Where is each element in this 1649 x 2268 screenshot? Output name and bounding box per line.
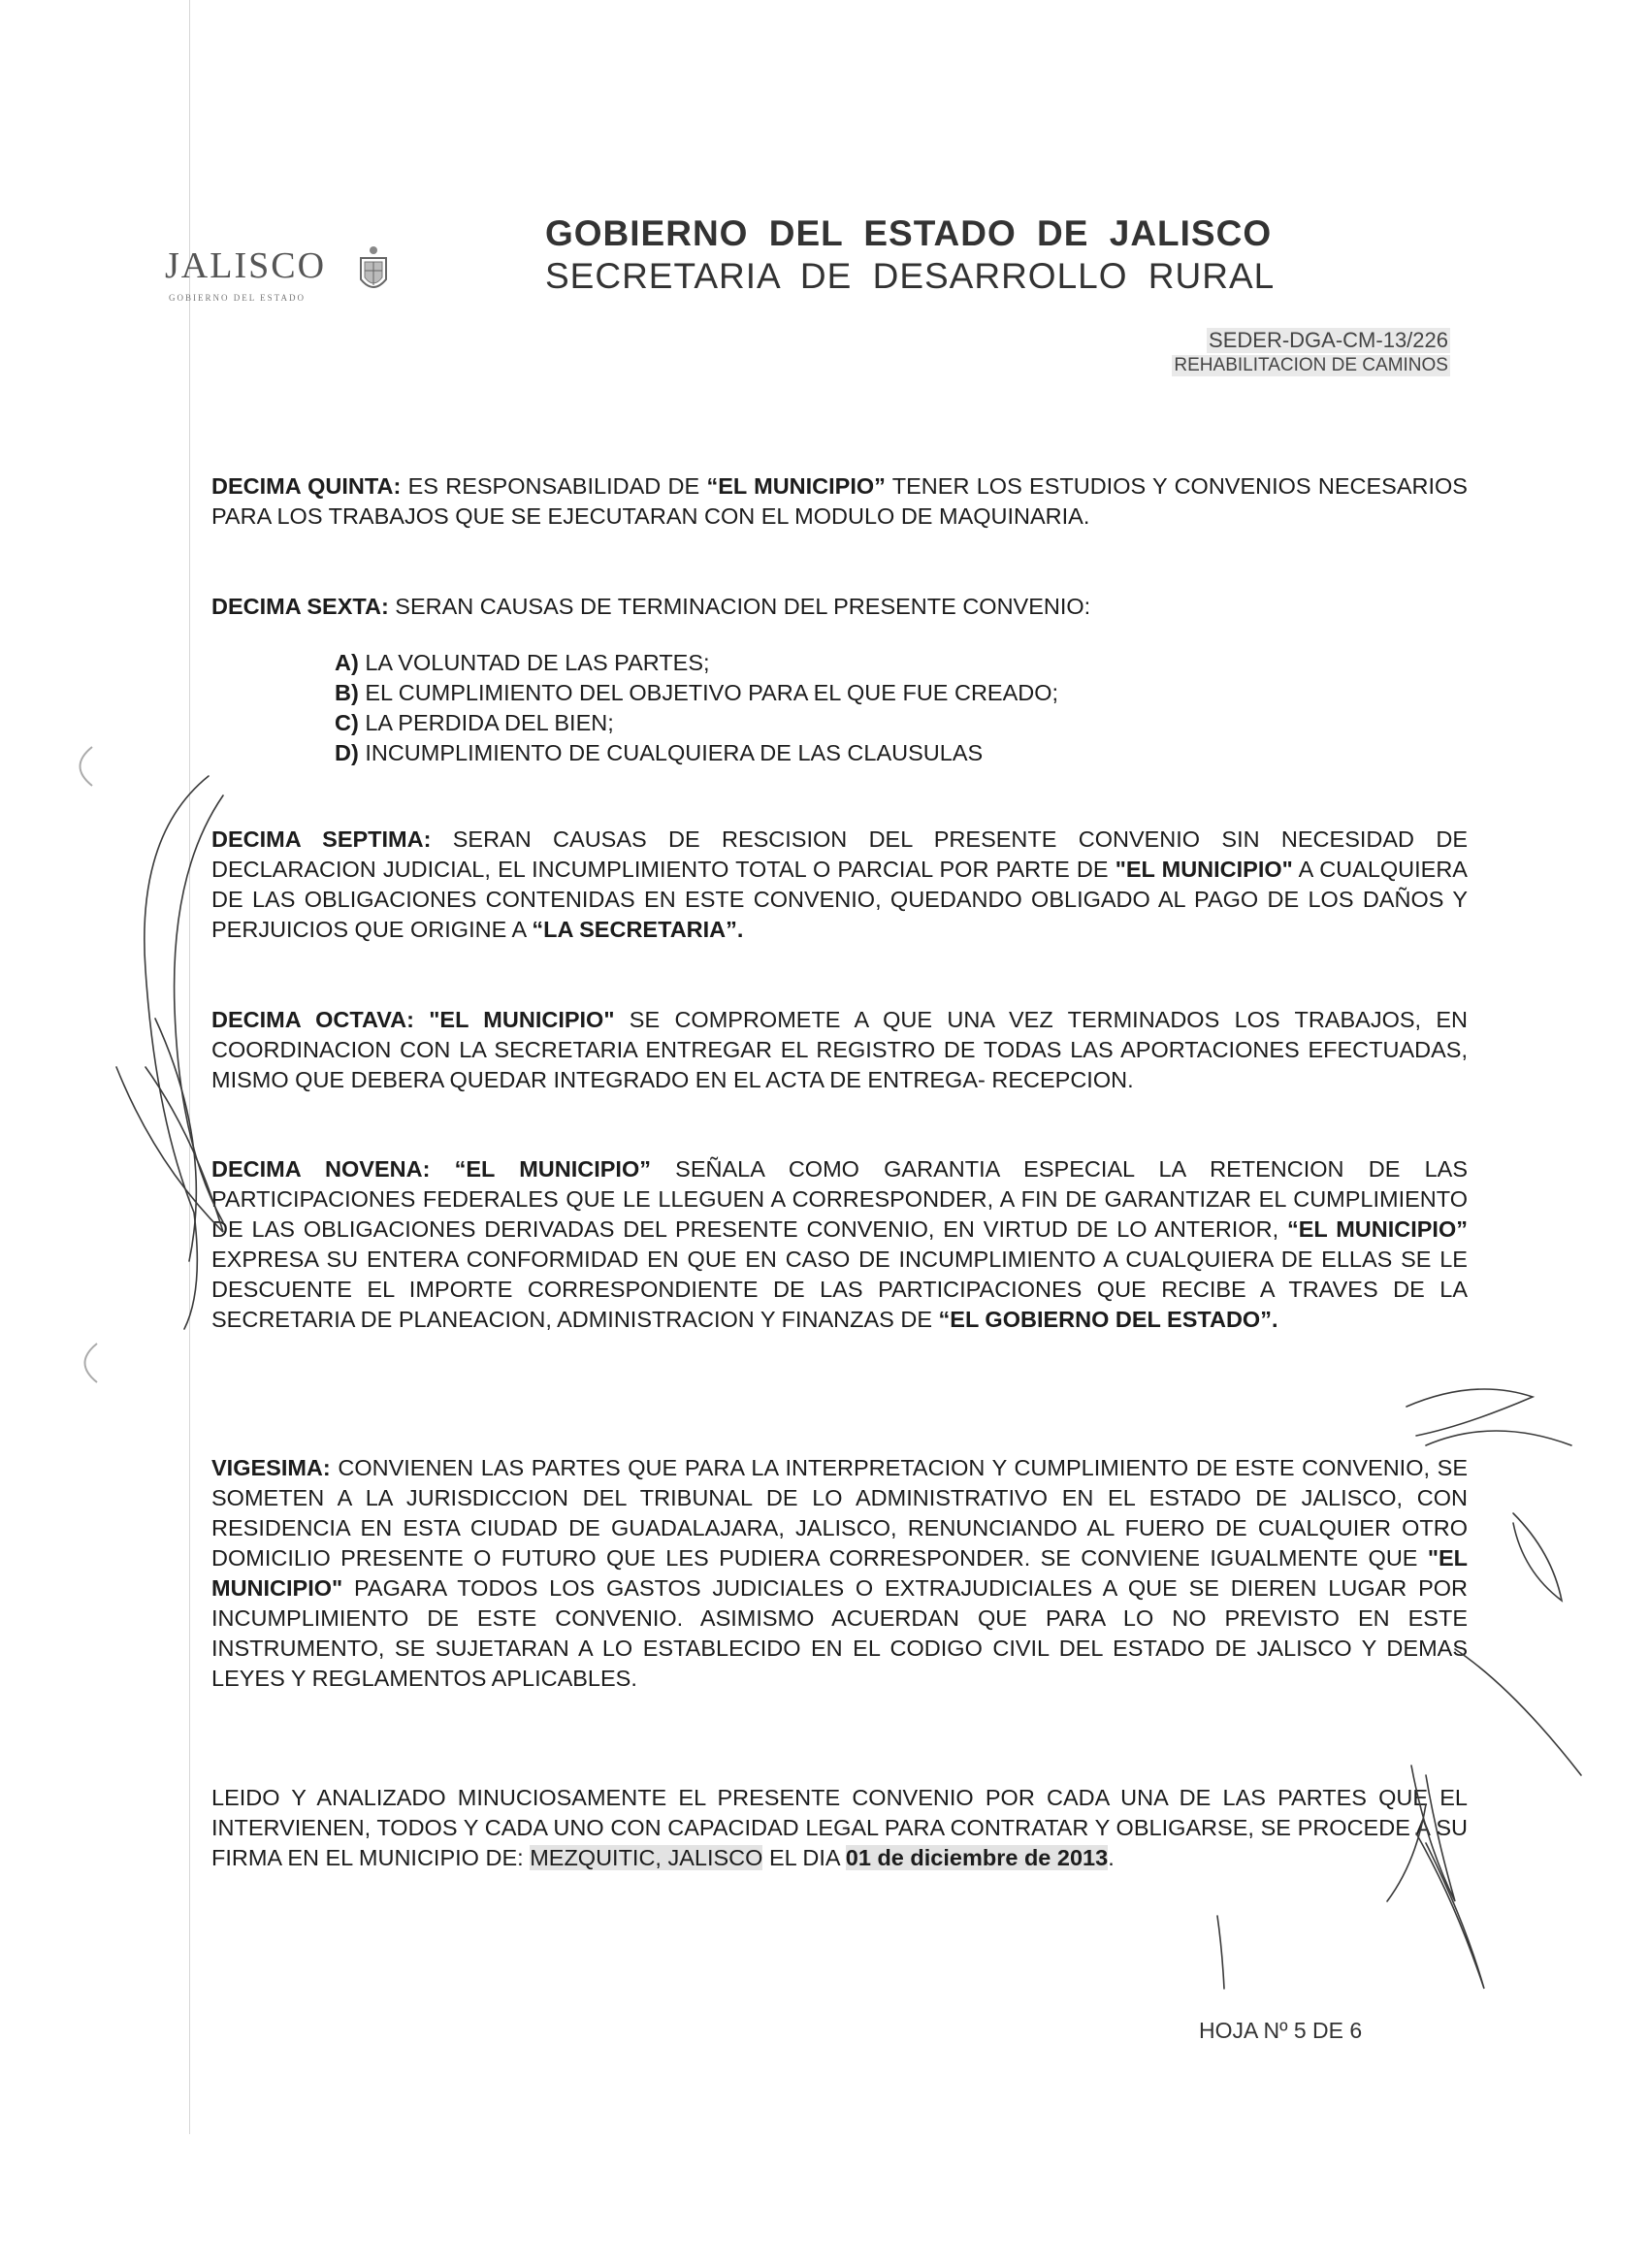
clause-party: “LA SECRETARIA”. xyxy=(532,917,744,942)
signing-date: 01 de diciembre de 2013 xyxy=(845,1845,1109,1870)
clause-text: SE COMPROMETE A QUE UNA VEZ TERMINADOS LOS TRABAJOS, EN COORDINACION CON LA SECRETARIA ENTREGAR EL REGISTRO DE TODAS LAS APORTACIONES EFECTUADAS, MISMO QUE DEBERA QUEDAR INTEGRADO EN EL ACTA DE ENTREGA- RECEPCION. xyxy=(211,1007,1468,1092)
clause-decima-sexta xyxy=(211,592,1468,622)
clause-text: SERAN CAUSAS DE RESCISION DEL PRESENTE CONVENIO SIN NECESIDAD DE DECLARACION JUDICIAL, EL INCUMPLIMIENTO TOTAL O PARCIAL POR PARTE DE xyxy=(211,826,1468,882)
document-title: GOBIERNO DEL ESTADO DE JALISCO xyxy=(545,213,1273,253)
clause-party: “EL GOBIERNO DEL ESTADO”. xyxy=(938,1307,1278,1332)
clause-vigesima xyxy=(211,1453,1468,1694)
list-item: A) LA VOLUNTAD DE LAS PARTES; xyxy=(335,650,710,675)
closing-end: . xyxy=(1108,1845,1115,1870)
clause-text: SEÑALA COMO GARANTIA ESPECIAL LA RETENCION DE LAS PARTICIPACIONES FEDERALES QUE LE LLEGUEN A CORRESPONDER, A FIN DE GARANTIZAR EL CUMPLIMIENTO DE LAS OBLIGACIONES DERIVADAS DEL PRESENTE CONVENIO, EN VIRTUD DE LO ANTERIOR, xyxy=(211,1156,1468,1242)
clause-decima-novena xyxy=(211,1154,1468,1335)
closing-text: LEIDO Y ANALIZADO MINUCIOSAMENTE EL PRESENTE CONVENIO POR CADA UNA DE LAS PARTES QUE EL INTERVIENEN, TODOS Y CADA UNO CON CAPACIDAD LEGAL PARA CONTRATAR Y OBLIGARSE, SE PROCEDE A SU FIRMA EN EL MUNICIPIO DE: xyxy=(211,1785,1468,1870)
logo-text: JALISCO xyxy=(165,245,327,286)
page-margin-line xyxy=(189,0,190,2134)
reference-subject: REHABILITACION DE CAMINOS xyxy=(1174,355,1448,375)
clause-text: CONVIENEN LAS PARTES QUE PARA LA INTERPRETACION Y CUMPLIMIENTO DE ESTE CONVENIO, SE SOMETEN A LA JURISDICCION DEL TRIBUNAL DE LO ADMINISTRATIVO EN EL ESTADO DE JALISCO, CON RESIDENCIA EN ESTA CIUDAD DE GUADALAJARA, JALISCO, RENUNCIANDO AL FUERO DE CUALQUIER OTRO DOMICILIO PRESENTE O FUTURO QUE LES PUDIERA CORRESPONDER. SE CONVIENE IGUALMENTE QUE xyxy=(211,1455,1468,1571)
document-subtitle: SECRETARIA DE DESARROLLO RURAL xyxy=(545,256,1276,296)
closing-paragraph xyxy=(211,1783,1468,1873)
clause-heading: VIGESIMA: xyxy=(211,1455,331,1480)
clause-text: A CUALQUIERA DE LAS OBLIGACIONES CONTENIDAS EN ESTE CONVENIO, QUEDANDO OBLIGADO AL PAGO DE LOS DAÑOS Y PERJUICIOS QUE ORIGINE A xyxy=(211,857,1468,942)
clause-party: "EL MUNICIPIO" xyxy=(211,1545,1468,1601)
clause-decima-octava xyxy=(211,1005,1468,1095)
clause-text: PAGARA TODOS LOS GASTOS JUDICIALES O EXTRAJUDICIALES A QUE SE DIEREN LUGAR POR INCUMPLIMIENTO DE ESTE CONVENIO. ASIMISMO ACUERDAN QUE PARA LO NO PREVISTO EN ESTE INSTRUMENTO, SE SUJETARAN A LO ESTABLECIDO EN EL CODIGO CIVIL DEL ESTADO DE JALISCO Y DEMAS LEYES Y REGLAMENTOS APLICABLES. xyxy=(211,1575,1468,1691)
clause-decima-septima xyxy=(211,825,1468,945)
jalisco-logo xyxy=(165,231,398,308)
state-seal-icon xyxy=(355,241,392,299)
list-item: C) LA PERDIDA DEL BIEN; xyxy=(335,710,614,735)
clause-decima-quinta xyxy=(211,471,1468,532)
clause-party: “EL MUNICIPIO” xyxy=(1286,1216,1468,1242)
clause-text: ES RESPONSABILIDAD DE xyxy=(401,473,707,499)
clause-heading: DECIMA NOVENA: xyxy=(211,1156,431,1182)
clause-party: "EL MUNICIPIO" xyxy=(1115,857,1293,882)
clause-text: EXPRESA SU ENTERA CONFORMIDAD EN QUE EN CASO DE INCUMPLIMIENTO A CUALQUIERA DE ELLAS SE LE DESCUENTE EL IMPORTE CORRESPONDIENTE DE LAS PARTICIPACIONES QUE RECIBE A TRAVES DE LA SECRETARIA DE PLANEACION, ADMINISTRACION Y FINANZAS DE xyxy=(211,1247,1468,1332)
clause-text xyxy=(430,1156,454,1182)
clause-heading: DECIMA OCTAVA: xyxy=(211,1007,414,1032)
clause-text: SERAN CAUSAS DE TERMINACION DEL PRESENTE CONVENIO: xyxy=(388,594,1091,619)
municipio-name: MEZQUITIC, JALISCO xyxy=(530,1845,763,1870)
closing-text: EL DIA xyxy=(762,1845,846,1870)
clause-heading: DECIMA SEPTIMA: xyxy=(211,826,432,852)
page-number: HOJA Nº 5 DE 6 xyxy=(1199,2018,1363,2043)
clause-party: “EL MUNICIPIO” xyxy=(706,473,886,499)
list-item: D) INCUMPLIMIENTO DE CUALQUIERA DE LAS CLAUSULAS xyxy=(335,740,984,765)
logo-subtext: GOBIERNO DEL ESTADO xyxy=(169,293,306,303)
clause-heading: DECIMA SEXTA: xyxy=(211,594,389,619)
clause-party: “EL MUNICIPIO” xyxy=(454,1156,651,1182)
clause-heading: DECIMA QUINTA: xyxy=(211,473,402,499)
list-item: B) EL CUMPLIMIENTO DEL OBJETIVO PARA EL QUE FUE CREADO; xyxy=(335,680,1059,705)
clause-party: "EL MUNICIPIO" xyxy=(429,1007,615,1032)
clause-text xyxy=(414,1007,429,1032)
termination-causes-list xyxy=(335,648,1058,768)
reference-code: SEDER-DGA-CM-13/226 xyxy=(1209,328,1448,352)
clause-text: TENER LOS ESTUDIOS Y CONVENIOS NECESARIOS PARA LOS TRABAJOS QUE SE EJECUTARAN CON EL MODULO DE MAQUINARIA. xyxy=(211,473,1468,529)
